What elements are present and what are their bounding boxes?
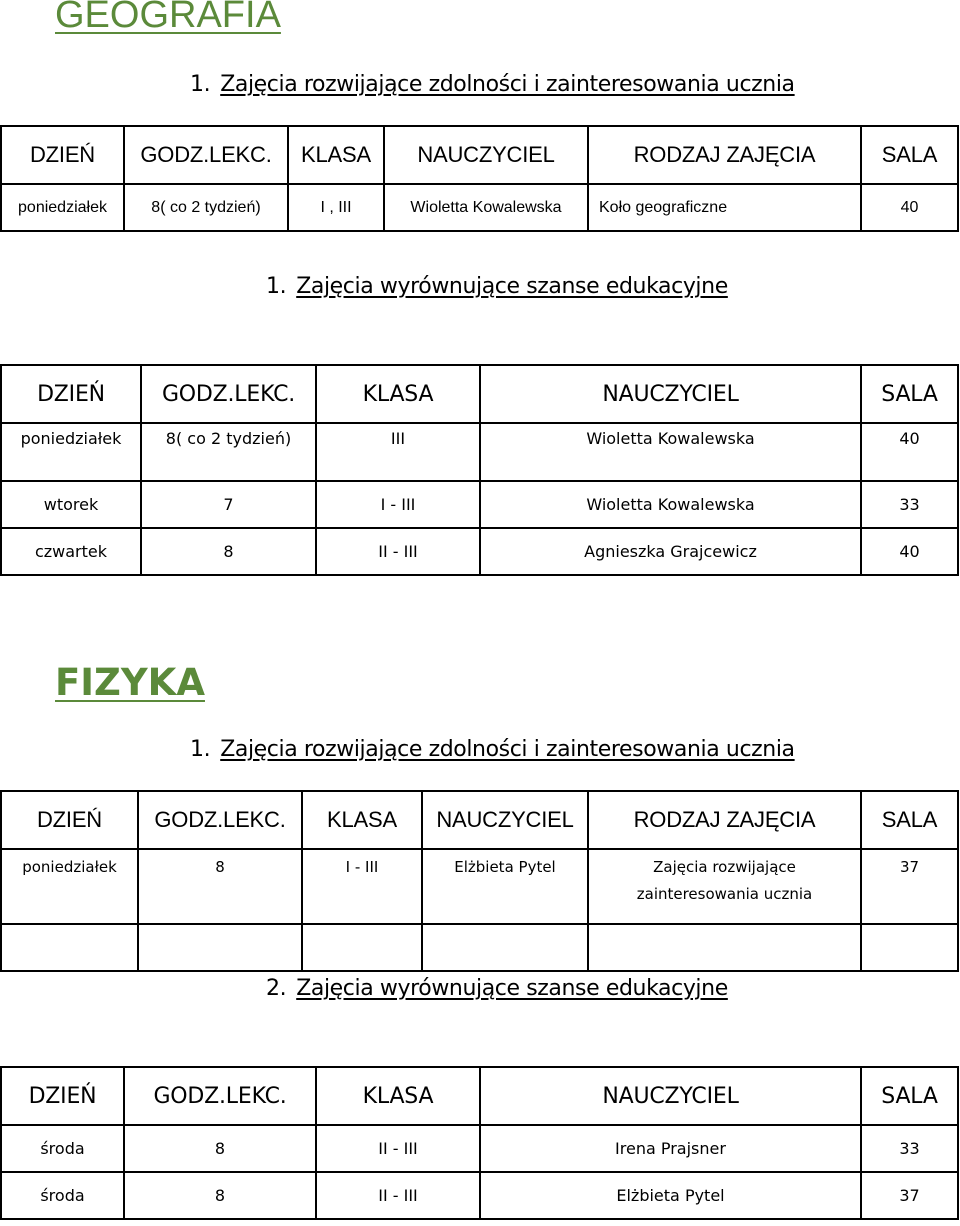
- cell-activity-type: Zajęcia rozwijające zainteresowania ucznia: [588, 849, 861, 924]
- cell-hour: 8( co 2 tydzień): [124, 184, 288, 231]
- table-row: [1, 1172, 958, 1219]
- header-room: SALA: [861, 791, 958, 849]
- cell-teacher: [422, 924, 588, 971]
- cell-hour: 8: [124, 1125, 316, 1172]
- fizyka-section2-heading: [266, 978, 728, 1000]
- header-class: KLASA: [302, 791, 422, 849]
- header-class: KLASA: [288, 126, 384, 184]
- fizyka-development-table: [0, 790, 959, 972]
- cell-class: I - III: [302, 849, 422, 924]
- cell-hour: 8: [138, 849, 302, 924]
- cell-room: 33: [861, 1125, 958, 1172]
- cell-day: [1, 924, 138, 971]
- table-header-row: [1, 1067, 958, 1125]
- cell-day: środa: [1, 1125, 124, 1172]
- heading-text: Zajęcia rozwijające zdolności i zainteresowania ucznia: [220, 737, 795, 762]
- cell-class: I , III: [288, 184, 384, 231]
- table-header-row: [1, 791, 958, 849]
- header-hour: GODZ.LEKC.: [141, 365, 316, 423]
- header-day: DZIEŃ: [1, 1067, 124, 1125]
- heading-text: Zajęcia rozwijające zdolności i zainteresowania ucznia: [220, 72, 795, 97]
- cell-class: I - III: [316, 481, 480, 528]
- cell-room: 40: [861, 184, 958, 231]
- header-room: SALA: [861, 365, 958, 423]
- heading-number: 1.: [190, 72, 211, 97]
- cell-hour: 8( co 2 tydzień): [141, 423, 316, 481]
- cell-day: poniedziałek: [1, 849, 138, 924]
- header-activity-type: RODZAJ ZAJĘCIA: [588, 791, 861, 849]
- header-class: KLASA: [316, 1067, 480, 1125]
- cell-day: czwartek: [1, 528, 141, 575]
- cell-class: [302, 924, 422, 971]
- header-activity-type: RODZAJ ZAJĘCIA: [588, 126, 861, 184]
- cell-teacher: Elżbieta Pytel: [480, 1172, 861, 1219]
- geografia-title: GEOGRAFIA: [55, 0, 281, 36]
- table-row: [1, 184, 958, 231]
- cell-day: poniedziałek: [1, 423, 141, 481]
- cell-room: 37: [861, 849, 958, 924]
- header-teacher: NAUCZYCIEL: [384, 126, 588, 184]
- heading-text: Zajęcia wyrównujące szanse edukacyjne: [296, 274, 728, 299]
- header-teacher: NAUCZYCIEL: [480, 365, 861, 423]
- cell-class: II - III: [316, 1125, 480, 1172]
- cell-room: 37: [861, 1172, 958, 1219]
- header-hour: GODZ.LEKC.: [124, 126, 288, 184]
- cell-teacher: Agnieszka Grajcewicz: [480, 528, 861, 575]
- cell-activity-type: Koło geograficzne: [588, 184, 861, 231]
- cell-room: 40: [861, 528, 958, 575]
- cell-day: wtorek: [1, 481, 141, 528]
- heading-text: Zajęcia wyrównujące szanse edukacyjne: [296, 976, 728, 1001]
- table-row: [1, 849, 958, 924]
- header-day: DZIEŃ: [1, 126, 124, 184]
- cell-teacher: Irena Prajsner: [480, 1125, 861, 1172]
- cell-teacher: Elżbieta Pytel: [422, 849, 588, 924]
- fizyka-section1-heading: [190, 739, 795, 761]
- geografia-equalizing-table: [0, 364, 959, 576]
- header-hour: GODZ.LEKC.: [124, 1067, 316, 1125]
- header-teacher: NAUCZYCIEL: [422, 791, 588, 849]
- heading-number: 1.: [266, 274, 287, 299]
- geografia-section2-heading: [266, 276, 728, 298]
- cell-hour: 7: [141, 481, 316, 528]
- header-day: DZIEŃ: [1, 791, 138, 849]
- cell-class: III: [316, 423, 480, 481]
- cell-day: poniedziałek: [1, 184, 124, 231]
- cell-room: 33: [861, 481, 958, 528]
- geografia-development-table: [0, 125, 959, 232]
- cell-hour: 8: [141, 528, 316, 575]
- cell-room: 40: [861, 423, 958, 481]
- cell-hour: 8: [124, 1172, 316, 1219]
- header-room: SALA: [861, 126, 958, 184]
- table-row: [1, 528, 958, 575]
- cell-hour: [138, 924, 302, 971]
- cell-class: II - III: [316, 1172, 480, 1219]
- header-room: SALA: [861, 1067, 958, 1125]
- cell-teacher: Wioletta Kowalewska: [480, 423, 861, 481]
- table-row: [1, 1125, 958, 1172]
- heading-number: 2.: [266, 976, 287, 1001]
- header-class: KLASA: [316, 365, 480, 423]
- table-row: [1, 481, 958, 528]
- cell-teacher: Wioletta Kowalewska: [384, 184, 588, 231]
- cell-day: środa: [1, 1172, 124, 1219]
- table-row-empty: [1, 924, 958, 971]
- table-row: [1, 423, 958, 481]
- fizyka-equalizing-table: [0, 1066, 959, 1220]
- header-teacher: NAUCZYCIEL: [480, 1067, 861, 1125]
- header-hour: GODZ.LEKC.: [138, 791, 302, 849]
- fizyka-title: FIZYKA: [55, 661, 205, 704]
- heading-number: 1.: [190, 737, 211, 762]
- cell-class: II - III: [316, 528, 480, 575]
- geografia-section1-heading: [190, 74, 795, 96]
- table-header-row: [1, 126, 958, 184]
- cell-room: [861, 924, 958, 971]
- cell-activity-type: [588, 924, 861, 971]
- table-header-row: [1, 365, 958, 423]
- header-day: DZIEŃ: [1, 365, 141, 423]
- cell-teacher: Wioletta Kowalewska: [480, 481, 861, 528]
